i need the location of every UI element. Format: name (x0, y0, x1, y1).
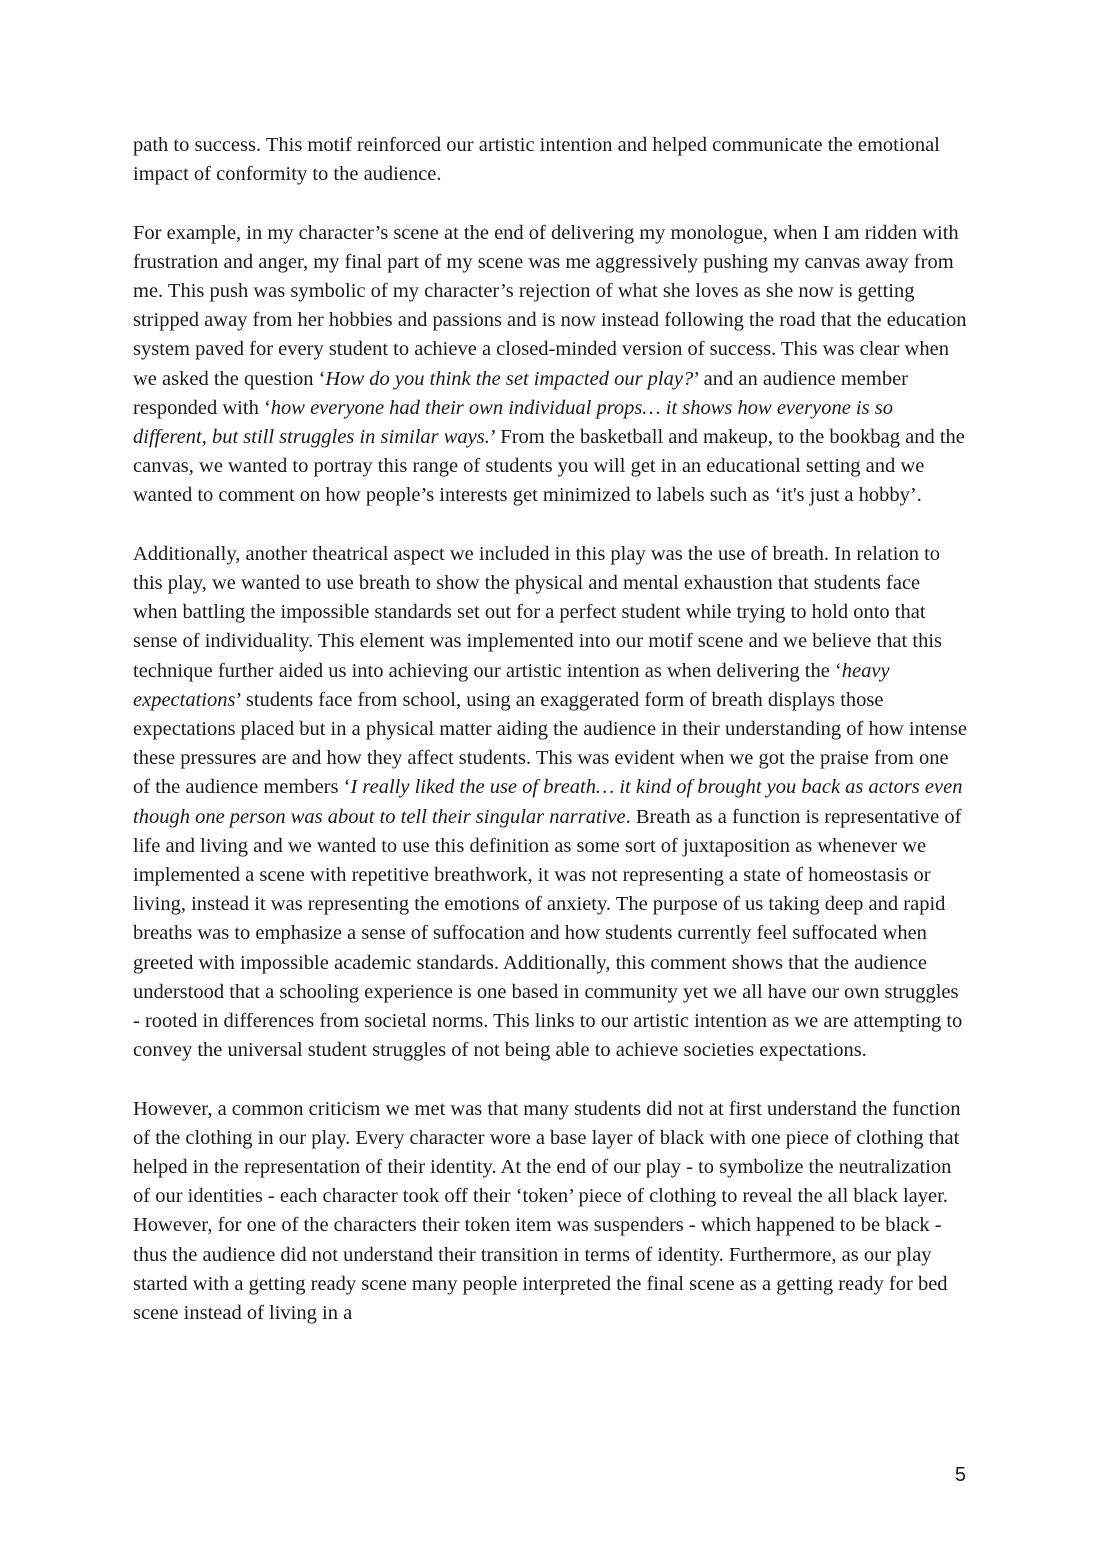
paragraph-3 (133, 540, 967, 1066)
paragraph-3-text-3: . Breath as a function is representative of life and living and we wanted to use this definition as some sort of juxtaposition as whenever we implemented a scene with repetitive breathwork, it was not representing a state of homeostasis or living, instead it was representing the emotions of anxiety. The purpose of us taking deep and rapid breaths was to emphasize a sense of suffocation and how students currently feel suffocated when greeted with impossible academic standards. Additionally, this comment shows that the audience understood that a schooling experience is one based in community yet we all have our own struggles - rooted in differences from societal norms. This links to our artistic intention as we are attempting to convey the universal student struggles of not being able to achieve societies expectations. (133, 805, 963, 1062)
paragraph-2-text-1: For example, in my character’s scene at the end of delivering my monologue, when I am ridden with frustration and anger, my final part of my scene was me aggressively pushing my canvas away from me. This push was symbolic of my character’s rejection of what she loves as she now is getting stripped away from her hobbies and passions and is now instead following the road that the education system paved for every student to achieve a closed-minded version of success. This was clear when we asked the question ‘ (133, 221, 967, 390)
paragraph-4-text-1: However, a common criticism we met was that many students did not at first understand the function of the clothing in our play. Every character wore a base layer of black with one piece of clothing that helped in the representation of their identity. At the end of our play - to symbolize the neutralization of our identities - each character took off their ‘token’ piece of clothing to reveal the all black layer. However, for one of the characters their token item was suspenders - which happened to be black - thus the audience did not understand their transition in terms of identity. Furthermore, as our play started with a getting ready scene many people interpreted the final scene as a getting ready for bed scene instead of living in a (133, 1097, 961, 1325)
paragraph-3-quote-praise: I really liked the use of breath… it kind of brought you back as actors even though one person was about to tell their singular narrative (133, 776, 963, 828)
paragraph-3-quote-expectations: heavy expectations (133, 659, 890, 711)
paragraph-3-text-1: Additionally, another theatrical aspect we included in this play was the use of breath. In relation to this play, we wanted to use breath to show the physical and mental exhaustion that students face when battling the impossible standards set out for a perfect student while trying to hold onto that sense of individuality. This element was implemented into our motif scene and we believe that this technique further aided us into achieving our artistic intention as when delivering the ‘ (133, 542, 942, 682)
paragraph-4 (133, 1095, 967, 1329)
paragraph-3-text-2: ’ students face from school, using an exaggerated form of breath displays those expectations placed but in a physical matter aiding the audience in their understanding of how intense these pressures are and how they affect students. This was evident when we got the praise from one of the audience members ‘ (133, 688, 967, 799)
paragraph-1 (133, 131, 967, 189)
page-number: 5 (954, 1464, 966, 1486)
paragraph-2-text-3: ’ From the basketball and makeup, to the bookbag and the canvas, we wanted to portray this range of students you will get in an educational setting and we wanted to comment on how people’s interests get minimized to labels such as ‘it's just a hobby’. (133, 426, 965, 507)
paragraph-2-text-2: ’ and an audience member responded with ‘ (133, 367, 908, 419)
paragraph-2-quote-response: how everyone had their own individual props… it shows how everyone is so different, but still struggles in similar ways. (133, 396, 893, 449)
paragraph-2 (133, 219, 967, 511)
paragraph-2-quote-question: How do you think the set impacted our play? (325, 367, 694, 390)
document-body (133, 131, 967, 1328)
paragraph-1-text-1: path to success. This motif reinforced our artistic intention and helped communicate the emotional impact of conformity to the audience. (133, 134, 940, 186)
